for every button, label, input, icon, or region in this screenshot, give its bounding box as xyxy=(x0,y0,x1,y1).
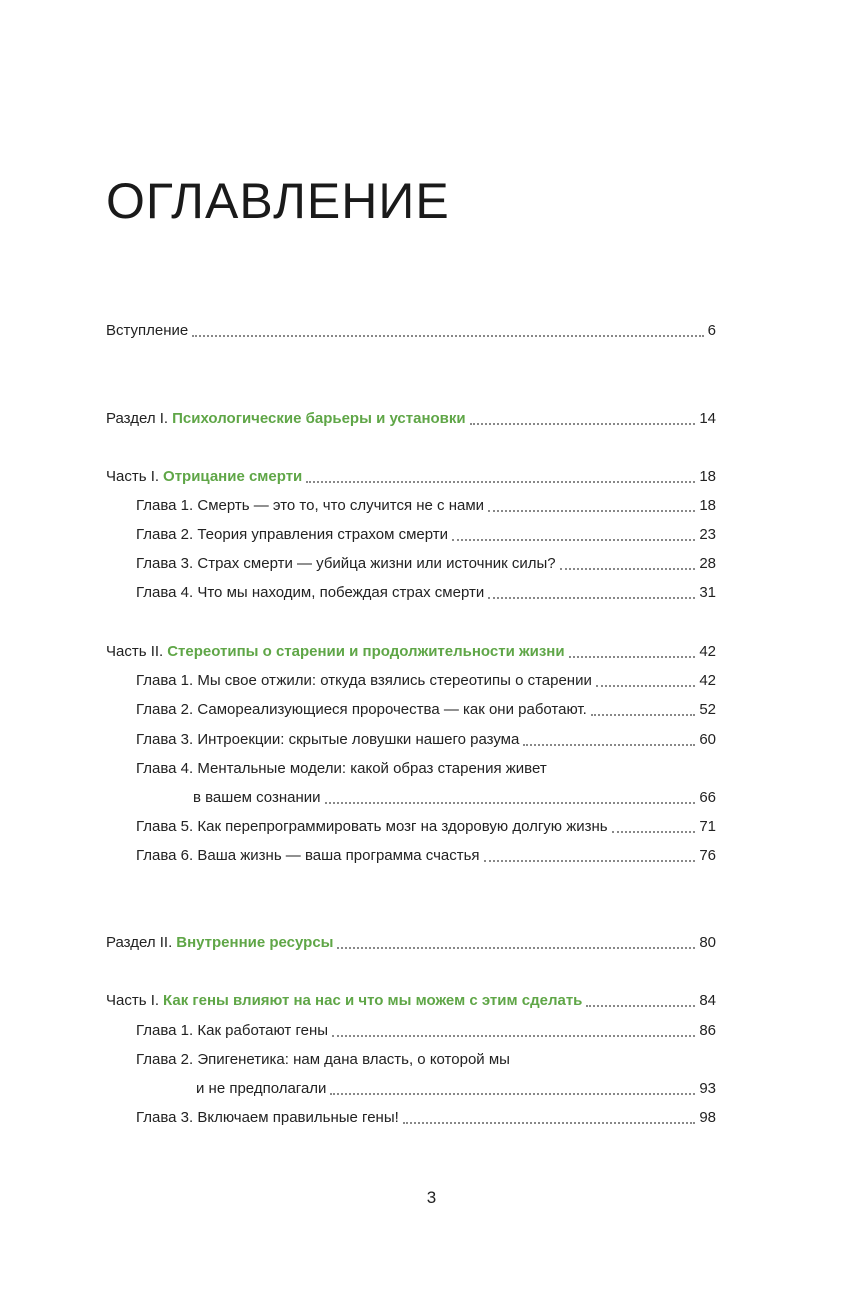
part-title: Отрицание смерти xyxy=(163,468,303,485)
leader-dots xyxy=(612,831,696,833)
chapter-title: Глава 3. Включаем правильные гены! xyxy=(136,1109,399,1126)
leader-dots xyxy=(591,714,696,716)
leader-dots xyxy=(337,947,695,949)
leader-dots xyxy=(488,597,695,599)
chapter-title: Глава 1. Как работают гены xyxy=(136,1022,329,1039)
toc-page-number: 31 xyxy=(699,584,716,601)
toc-page-number: 18 xyxy=(699,468,716,485)
leader-dots xyxy=(306,481,695,483)
toc-chapter[interactable] xyxy=(136,1107,716,1129)
chapter-title: Глава 3. Интроекции: скрытые ловушки нашего разума xyxy=(136,731,520,748)
section-title: Внутренние ресурсы xyxy=(176,934,334,951)
leader-dots xyxy=(452,539,695,541)
toc-page-number: 76 xyxy=(699,847,716,864)
toc-page-number: 14 xyxy=(699,410,716,427)
leader-dots xyxy=(488,510,695,512)
toc-chapter[interactable] xyxy=(136,1020,716,1042)
part-title: Как гены влияют на нас и что мы можем с этим сделать xyxy=(163,992,583,1009)
toc-chapter[interactable] xyxy=(136,524,716,546)
toc-chapter[interactable] xyxy=(136,582,716,604)
leader-dots xyxy=(523,744,695,746)
toc-page-number: 23 xyxy=(699,526,716,543)
toc-section-1[interactable] xyxy=(106,408,716,430)
leader-dots xyxy=(325,802,696,804)
section-prefix: Раздел II. xyxy=(106,934,173,951)
leader-dots xyxy=(470,423,696,425)
toc-page-number: 86 xyxy=(699,1022,716,1039)
leader-dots xyxy=(192,335,703,337)
section-title: Психологические барьеры и установки xyxy=(172,410,466,427)
chapter-title-first-line[interactable]: Глава 2. Эпигенетика: нам дана власть, о которой мы xyxy=(136,1051,510,1068)
toc-page-number: 80 xyxy=(699,934,716,951)
leader-dots xyxy=(403,1122,696,1124)
toc-page-number: 42 xyxy=(699,643,716,660)
chapter-title: Глава 6. Ваша жизнь — ваша программа счастья xyxy=(136,847,480,864)
toc-page-number: 93 xyxy=(699,1080,716,1097)
toc-page-number: 52 xyxy=(699,701,716,718)
chapter-title: Глава 1. Смерть — это то, что случится не с нами xyxy=(136,497,485,514)
chapter-title-continuation: в вашем сознании xyxy=(193,789,321,806)
toc-part-2-1[interactable] xyxy=(106,990,716,1012)
chapter-title-first-line[interactable]: Глава 4. Ментальные модели: какой образ старения живет xyxy=(136,760,547,777)
toc-entry-text: Вступление xyxy=(106,322,189,339)
leader-dots xyxy=(569,656,696,658)
toc-chapter[interactable] xyxy=(136,495,716,517)
toc-chapter[interactable] xyxy=(136,553,716,575)
chapter-title: Глава 2. Теория управления страхом смерти xyxy=(136,526,448,543)
leader-dots xyxy=(560,568,696,570)
chapter-title: Глава 1. Мы свое отжили: откуда взялись стереотипы о старении xyxy=(136,672,592,689)
page-number: 3 xyxy=(426,1188,437,1207)
leader-dots xyxy=(586,1005,695,1007)
chapter-title: Глава 3. Страх смерти — убийца жизни или источник силы? xyxy=(136,555,556,572)
toc-chapter[interactable] xyxy=(136,729,716,751)
toc-page-number: 6 xyxy=(707,322,716,339)
toc-entry-intro[interactable] xyxy=(106,320,716,342)
leader-dots xyxy=(332,1035,695,1037)
leader-dots xyxy=(330,1093,695,1095)
chapter-title-continuation: и не предполагали xyxy=(196,1080,327,1097)
toc-chapter[interactable] xyxy=(193,787,716,809)
chapter-title: Глава 5. Как перепрограммировать мозг на здоровую долгую жизнь xyxy=(136,818,608,835)
toc-chapter[interactable] xyxy=(136,699,716,721)
part-prefix: Часть I. xyxy=(106,468,160,485)
leader-dots xyxy=(596,685,695,687)
section-prefix: Раздел I. xyxy=(106,410,169,427)
toc-page-number: 18 xyxy=(699,497,716,514)
chapter-title: Глава 4. Что мы находим, побеждая страх смерти xyxy=(136,584,485,601)
part-title: Стереотипы о старении и продолжительности жизни xyxy=(167,643,565,660)
toc-part-1-1[interactable] xyxy=(106,466,716,488)
toc-page-number: 66 xyxy=(699,789,716,806)
toc-chapter[interactable] xyxy=(136,670,716,692)
toc-part-1-2[interactable] xyxy=(106,641,716,663)
toc-page-number: 84 xyxy=(699,992,716,1009)
page-title: ОГЛАВЛЕНИЕ xyxy=(106,173,450,229)
toc-page-number: 42 xyxy=(699,672,716,689)
part-prefix: Часть I. xyxy=(106,992,160,1009)
toc-chapter[interactable] xyxy=(136,845,716,867)
toc-chapter[interactable] xyxy=(196,1078,716,1100)
toc-section-2[interactable] xyxy=(106,932,716,954)
toc-page-number: 71 xyxy=(699,818,716,835)
toc-page-number: 98 xyxy=(699,1109,716,1126)
toc-page-number: 28 xyxy=(699,555,716,572)
toc-chapter[interactable] xyxy=(136,816,716,838)
part-prefix: Часть II. xyxy=(106,643,164,660)
toc-page-number: 60 xyxy=(699,731,716,748)
leader-dots xyxy=(484,860,696,862)
chapter-title: Глава 2. Самореализующиеся пророчества — как они работают. xyxy=(136,701,587,718)
